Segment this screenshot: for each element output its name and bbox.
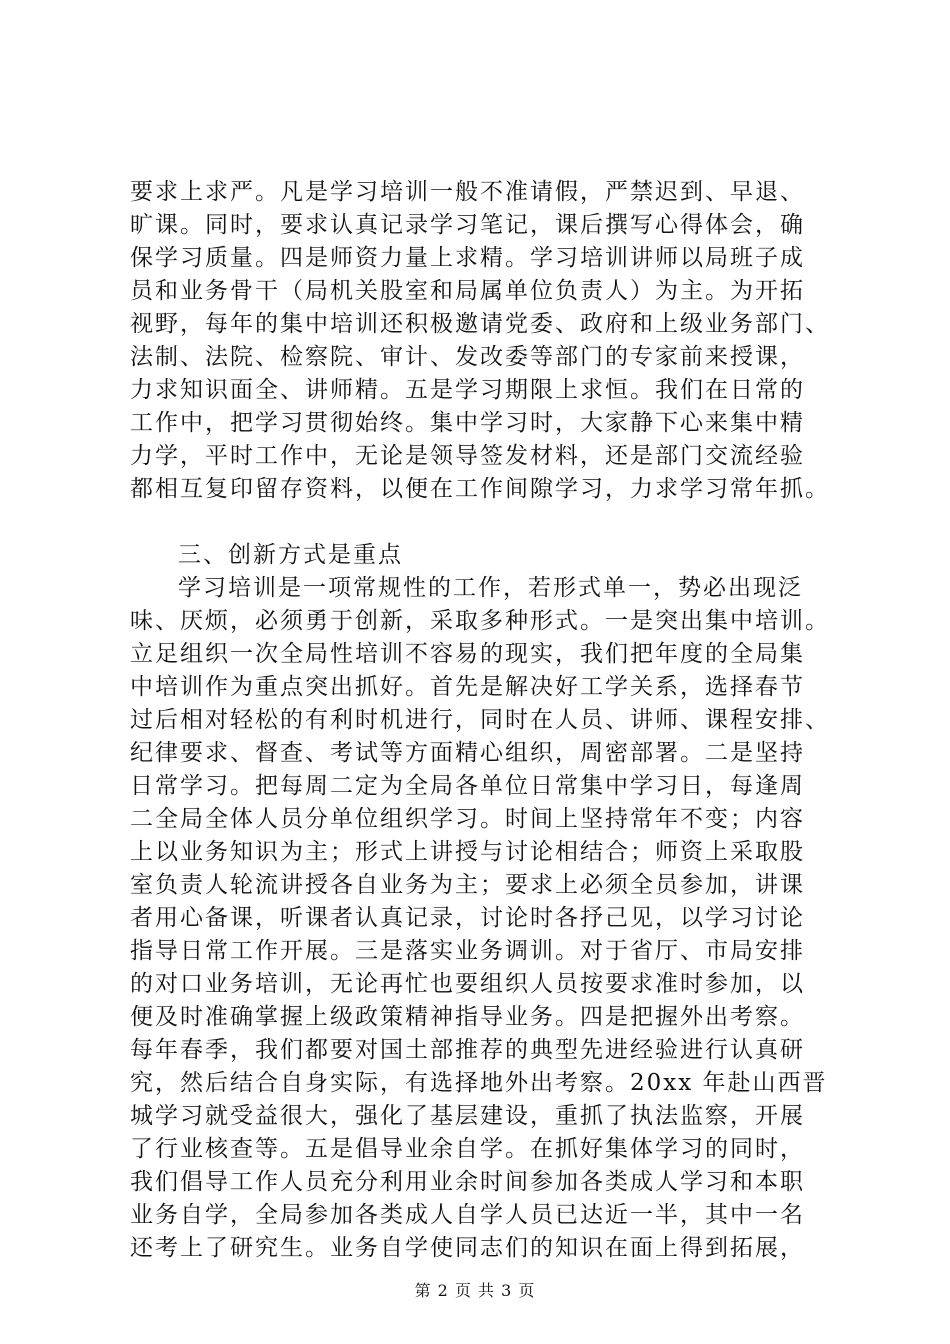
paragraph-2-line: 学习培训是一项常规性的工作，若形式单一，势必出现泛 (178, 575, 803, 601)
page-footer: 第 2 页 共 3 页 (414, 1281, 536, 1300)
paragraph-2-line: 城学习就受益很大，强化了基层建设，重抓了执法监察，开展 (130, 1103, 805, 1129)
paragraph-2-line: 上以业务知识为主；形式上讲授与讨论相结合；师资上采取股 (130, 839, 805, 865)
paragraph-2-line: 指导日常工作开展。三是落实业务调训。对于省厅、市局安排 (130, 938, 805, 964)
paragraph-2-line: 室负责人轮流讲授各自业务为主；要求上必须全员参加，讲课 (130, 872, 805, 898)
paragraph-2-line: 了行业核查等。五是倡导业余自学。在抓好集体学习的同时， (130, 1136, 805, 1162)
paragraph-1-line: 法制、法院、检察院、审计、发改委等部门的专家前来授课， (130, 344, 805, 370)
paragraph-2-line: 便及时准确掌握上级政策精神指导业务。四是把握外出考察。 (130, 1004, 805, 1030)
paragraph-2-line: 中培训作为重点突出抓好。首先是解决好工学关系，选择春节 (130, 674, 805, 700)
paragraph-2-line: 业务自学，全局参加各类成人自学人员已达近一半，其中一名 (130, 1202, 805, 1228)
paragraph-2-line: 还考上了研究生。业务自学使同志们的知识在面上得到拓展， (130, 1235, 805, 1261)
paragraph-2-line: 者用心备课，听课者认真记录，讨论时各抒己见，以学习讨论 (130, 905, 805, 931)
paragraph-1-line: 视野，每年的集中培训还积极邀请党委、政府和上级业务部门、 (130, 311, 830, 337)
paragraph-1-line: 旷课。同时，要求认真记录学习笔记，课后撰写心得体会，确 (130, 212, 805, 238)
paragraph-1-line: 工作中，把学习贯彻始终。集中学习时，大家静下心来集中精 (130, 410, 805, 436)
paragraph-2-line: 日常学习。把每周二定为全局各单位日常集中学习日，每逢周 (130, 773, 805, 799)
paragraph-2-line: 究，然后结合自身实际，有选择地外出考察。20xx 年赴山西晋 (130, 1070, 828, 1096)
paragraph-2-line: 二全局全体人员分单位组织学习。时间上坚持常年不变；内容 (130, 806, 805, 832)
paragraph-1-line: 员和业务骨干（局机关股室和局属单位负责人）为主。为开拓 (130, 278, 805, 304)
paragraph-1-line: 保学习质量。四是师资力量上求精。学习培训讲师以局班子成 (130, 245, 805, 271)
paragraph-1-line: 力求知识面全、讲师精。五是学习期限上求恒。我们在日常的 (130, 377, 805, 403)
paragraph-2-line: 我们倡导工作人员充分利用业余时间参加各类成人学习和本职 (130, 1169, 805, 1195)
paragraph-2-line: 的对口业务培训，无论再忙也要组织人员按要求准时参加，以 (130, 971, 805, 997)
paragraph-1-line: 力学，平时工作中，无论是领导签发材料，还是部门交流经验 (130, 443, 805, 469)
section-heading: 三、创新方式是重点 (178, 542, 403, 568)
paragraph-2-line: 纪律要求、督查、考试等方面精心组织，周密部署。二是坚持 (130, 740, 805, 766)
paragraph-2-line: 味、厌烦，必须勇于创新，采取多种形式。一是突出集中培训。 (130, 608, 830, 634)
paragraph-2-line: 立足组织一次全局性培训不容易的现实，我们把年度的全局集 (130, 641, 805, 667)
paragraph-2-line: 每年春季，我们都要对国土部推荐的典型先进经验进行认真研 (130, 1037, 805, 1063)
paragraph-2-line: 过后相对轻松的有利时机进行，同时在人员、讲师、课程安排、 (130, 707, 830, 733)
paragraph-1-line: 要求上求严。凡是学习培训一般不准请假，严禁迟到、早退、 (130, 179, 805, 205)
paragraph-1-line: 都相互复印留存资料，以便在工作间隙学习，力求学习常年抓。 (130, 476, 830, 502)
